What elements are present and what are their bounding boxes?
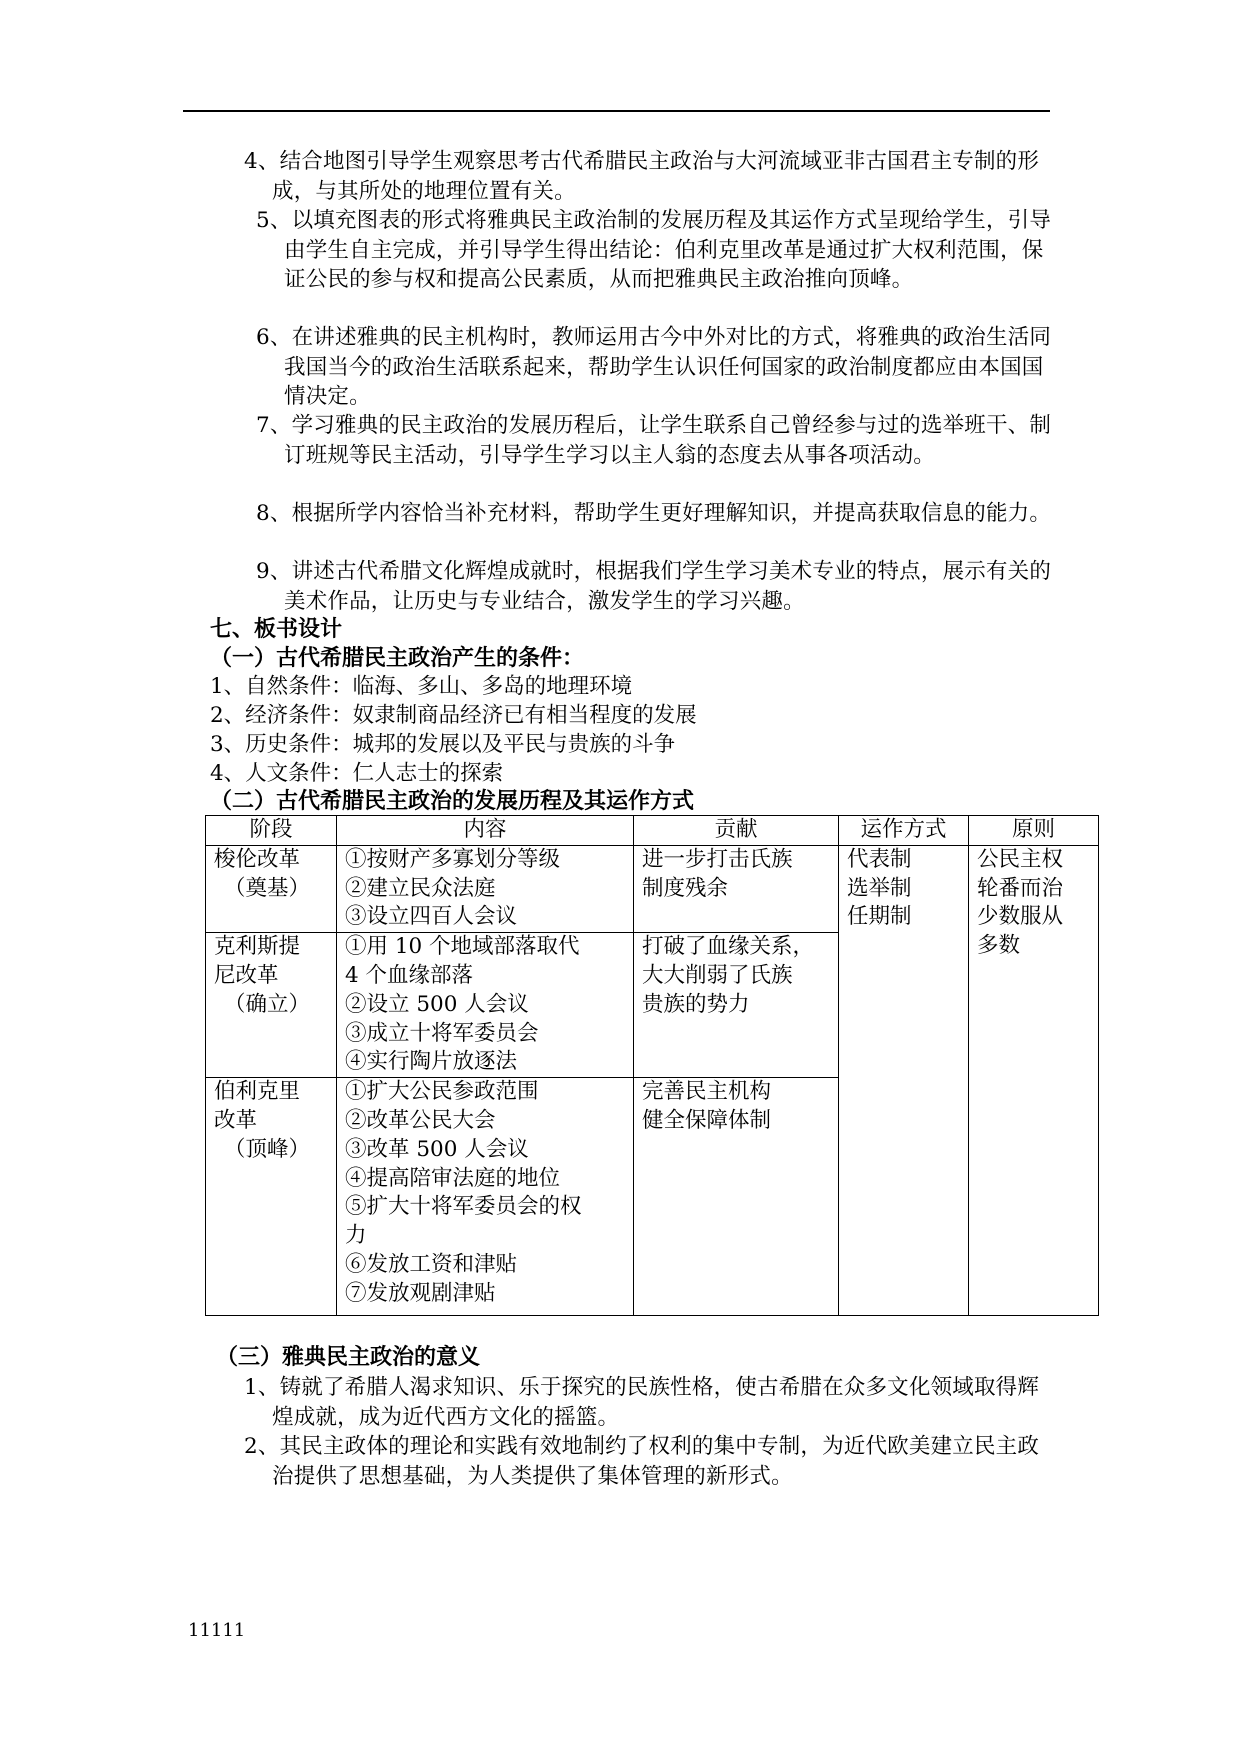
stage-line: 尼改革 bbox=[214, 962, 279, 988]
content-line: ③改革 500 人会议 bbox=[345, 1136, 529, 1162]
content-cell bbox=[337, 1078, 634, 1315]
content-line: 力 bbox=[345, 1223, 367, 1249]
content-cell bbox=[337, 845, 634, 932]
contribution-cell bbox=[634, 933, 839, 1078]
operation-line: 选举制 bbox=[847, 875, 912, 901]
contribution-line: 健全保障体制 bbox=[642, 1107, 772, 1133]
content-line: 4 个血缘部落 bbox=[345, 962, 474, 988]
stage-line: （确立） bbox=[224, 991, 311, 1017]
content-line: ③成立十将军委员会 bbox=[345, 1020, 539, 1046]
content-line: ②设立 500 人会议 bbox=[345, 991, 529, 1017]
sub1-item: 2、经济条件：奴隶制商品经济已有相当程度的发展 bbox=[210, 703, 697, 728]
content-line: ①扩大公民参政范围 bbox=[345, 1079, 539, 1105]
content-line: ③设立四百人会议 bbox=[345, 904, 518, 930]
stage-cell bbox=[206, 1078, 337, 1315]
sub1-title: （一）古代希腊民主政治产生的条件： bbox=[210, 645, 585, 671]
contribution-line: 完善民主机构 bbox=[642, 1079, 772, 1105]
header-rule bbox=[183, 110, 1050, 112]
header-stage: 阶段 bbox=[206, 816, 337, 846]
stage-line: 伯利克里 bbox=[214, 1079, 301, 1105]
stage-line: （奠基） bbox=[224, 875, 311, 901]
reform-table bbox=[205, 815, 1099, 1316]
content-line: ⑦发放观剧津贴 bbox=[345, 1280, 496, 1306]
content-line: ④提高陪审法庭的地位 bbox=[345, 1165, 561, 1191]
content-line: ⑤扩大十将军委员会的权 bbox=[345, 1194, 582, 1220]
operation-cell bbox=[839, 845, 969, 1315]
sub1-item: 4、人文条件：仁人志士的探索 bbox=[210, 761, 504, 786]
page-footer-number: 11111 bbox=[188, 1620, 246, 1641]
table-header-row bbox=[206, 816, 1099, 846]
contribution-line: 大大削弱了氏族 bbox=[642, 962, 793, 988]
content-line: ①用 10 个地域部落取代 bbox=[345, 934, 580, 960]
contribution-line: 贵族的势力 bbox=[642, 991, 750, 1017]
stage-line: （顶峰） bbox=[224, 1136, 311, 1162]
contribution-line: 进一步打击氏族 bbox=[642, 846, 793, 872]
stage-cell bbox=[206, 933, 337, 1078]
header-content: 内容 bbox=[337, 816, 634, 846]
content-cell bbox=[337, 933, 634, 1078]
significance-item: 1、铸就了希腊人渴求知识、乐于探究的民族性格，使古希腊在众多文化领域取得辉煌成就，成为近代西方文化的摇篮。 bbox=[244, 1375, 1040, 1430]
principle-line: 少数服从 bbox=[977, 904, 1064, 930]
paragraph-8: 8、根据所学内容恰当补充材料，帮助学生更好理解知识，并提高获取信息的能力。 bbox=[256, 501, 1052, 526]
paragraph-7: 7、学习雅典的民主政治的发展历程后，让学生联系自己曾经参与过的选举班干、制订班规等民主活动，引导学生学习以主人翁的态度去从事各项活动。 bbox=[256, 413, 1052, 468]
principle-line: 多数 bbox=[977, 933, 1021, 959]
sub3-title: （三）雅典民主政治的意义 bbox=[216, 1344, 481, 1370]
operation-line: 代表制 bbox=[847, 846, 912, 872]
principle-cell bbox=[969, 845, 1099, 1315]
header-operation: 运作方式 bbox=[839, 816, 969, 846]
paragraph-4: 4、结合地图引导学生观察思考古代希腊民主政治与大河流域亚非古国君主专制的形成，与其所处的地理位置有关。 bbox=[244, 149, 1040, 204]
paragraph-9: 9、讲述古代希腊文化辉煌成就时，根据我们学生学习美术专业的特点，展示有关的美术作品，让历史与专业结合，激发学生的学习兴趣。 bbox=[256, 559, 1052, 614]
header-contribution: 贡献 bbox=[634, 816, 839, 846]
stage-line: 改革 bbox=[214, 1107, 258, 1133]
sub1-item: 3、历史条件：城邦的发展以及平民与贵族的斗争 bbox=[210, 732, 676, 757]
header-principle: 原则 bbox=[969, 816, 1099, 846]
operation-line: 任期制 bbox=[847, 904, 912, 930]
stage-line: 梭伦改革 bbox=[214, 846, 301, 872]
contribution-cell bbox=[634, 845, 839, 932]
content-line: ⑥发放工资和津贴 bbox=[345, 1251, 518, 1277]
contribution-cell bbox=[634, 1078, 839, 1315]
stage-cell bbox=[206, 845, 337, 932]
content-line: ①按财产多寡划分等级 bbox=[345, 846, 561, 872]
sub2-title: （二）古代希腊民主政治的发展历程及其运作方式 bbox=[210, 788, 695, 814]
stage-line: 克利斯提 bbox=[214, 934, 301, 960]
content-line: ②改革公民大会 bbox=[345, 1107, 496, 1133]
significance-item: 2、其民主政体的理论和实践有效地制约了权利的集中专制，为近代欧美建立民主政治提供了思想基础，为人类提供了集体管理的新形式。 bbox=[244, 1434, 1040, 1489]
paragraph-6: 6、在讲述雅典的民主机构时，教师运用古今中外对比的方式，将雅典的政治生活同我国当今的政治生活联系起来，帮助学生认识任何国家的政治制度都应由本国国情决定。 bbox=[256, 325, 1052, 409]
principle-line: 公民主权 bbox=[977, 846, 1064, 872]
section-title: 七、板书设计 bbox=[210, 616, 343, 642]
contribution-line: 打破了血缘关系， bbox=[642, 934, 815, 960]
sub1-item: 1、自然条件：临海、多山、多岛的地理环境 bbox=[210, 674, 633, 699]
principle-line: 轮番而治 bbox=[977, 875, 1064, 901]
paragraph-5: 5、以填充图表的形式将雅典民主政治制的发展历程及其运作方式呈现给学生，引导由学生自主完成，并引导学生得出结论：伯利克里改革是通过扩大权利范围，保证公民的参与权和提高公民素质，从而把雅典民主政治推向顶峰。 bbox=[256, 208, 1052, 292]
content-line: ②建立民众法庭 bbox=[345, 875, 496, 901]
contribution-line: 制度残余 bbox=[642, 875, 729, 901]
table-row bbox=[206, 845, 1099, 932]
content-line: ④实行陶片放逐法 bbox=[345, 1049, 518, 1075]
